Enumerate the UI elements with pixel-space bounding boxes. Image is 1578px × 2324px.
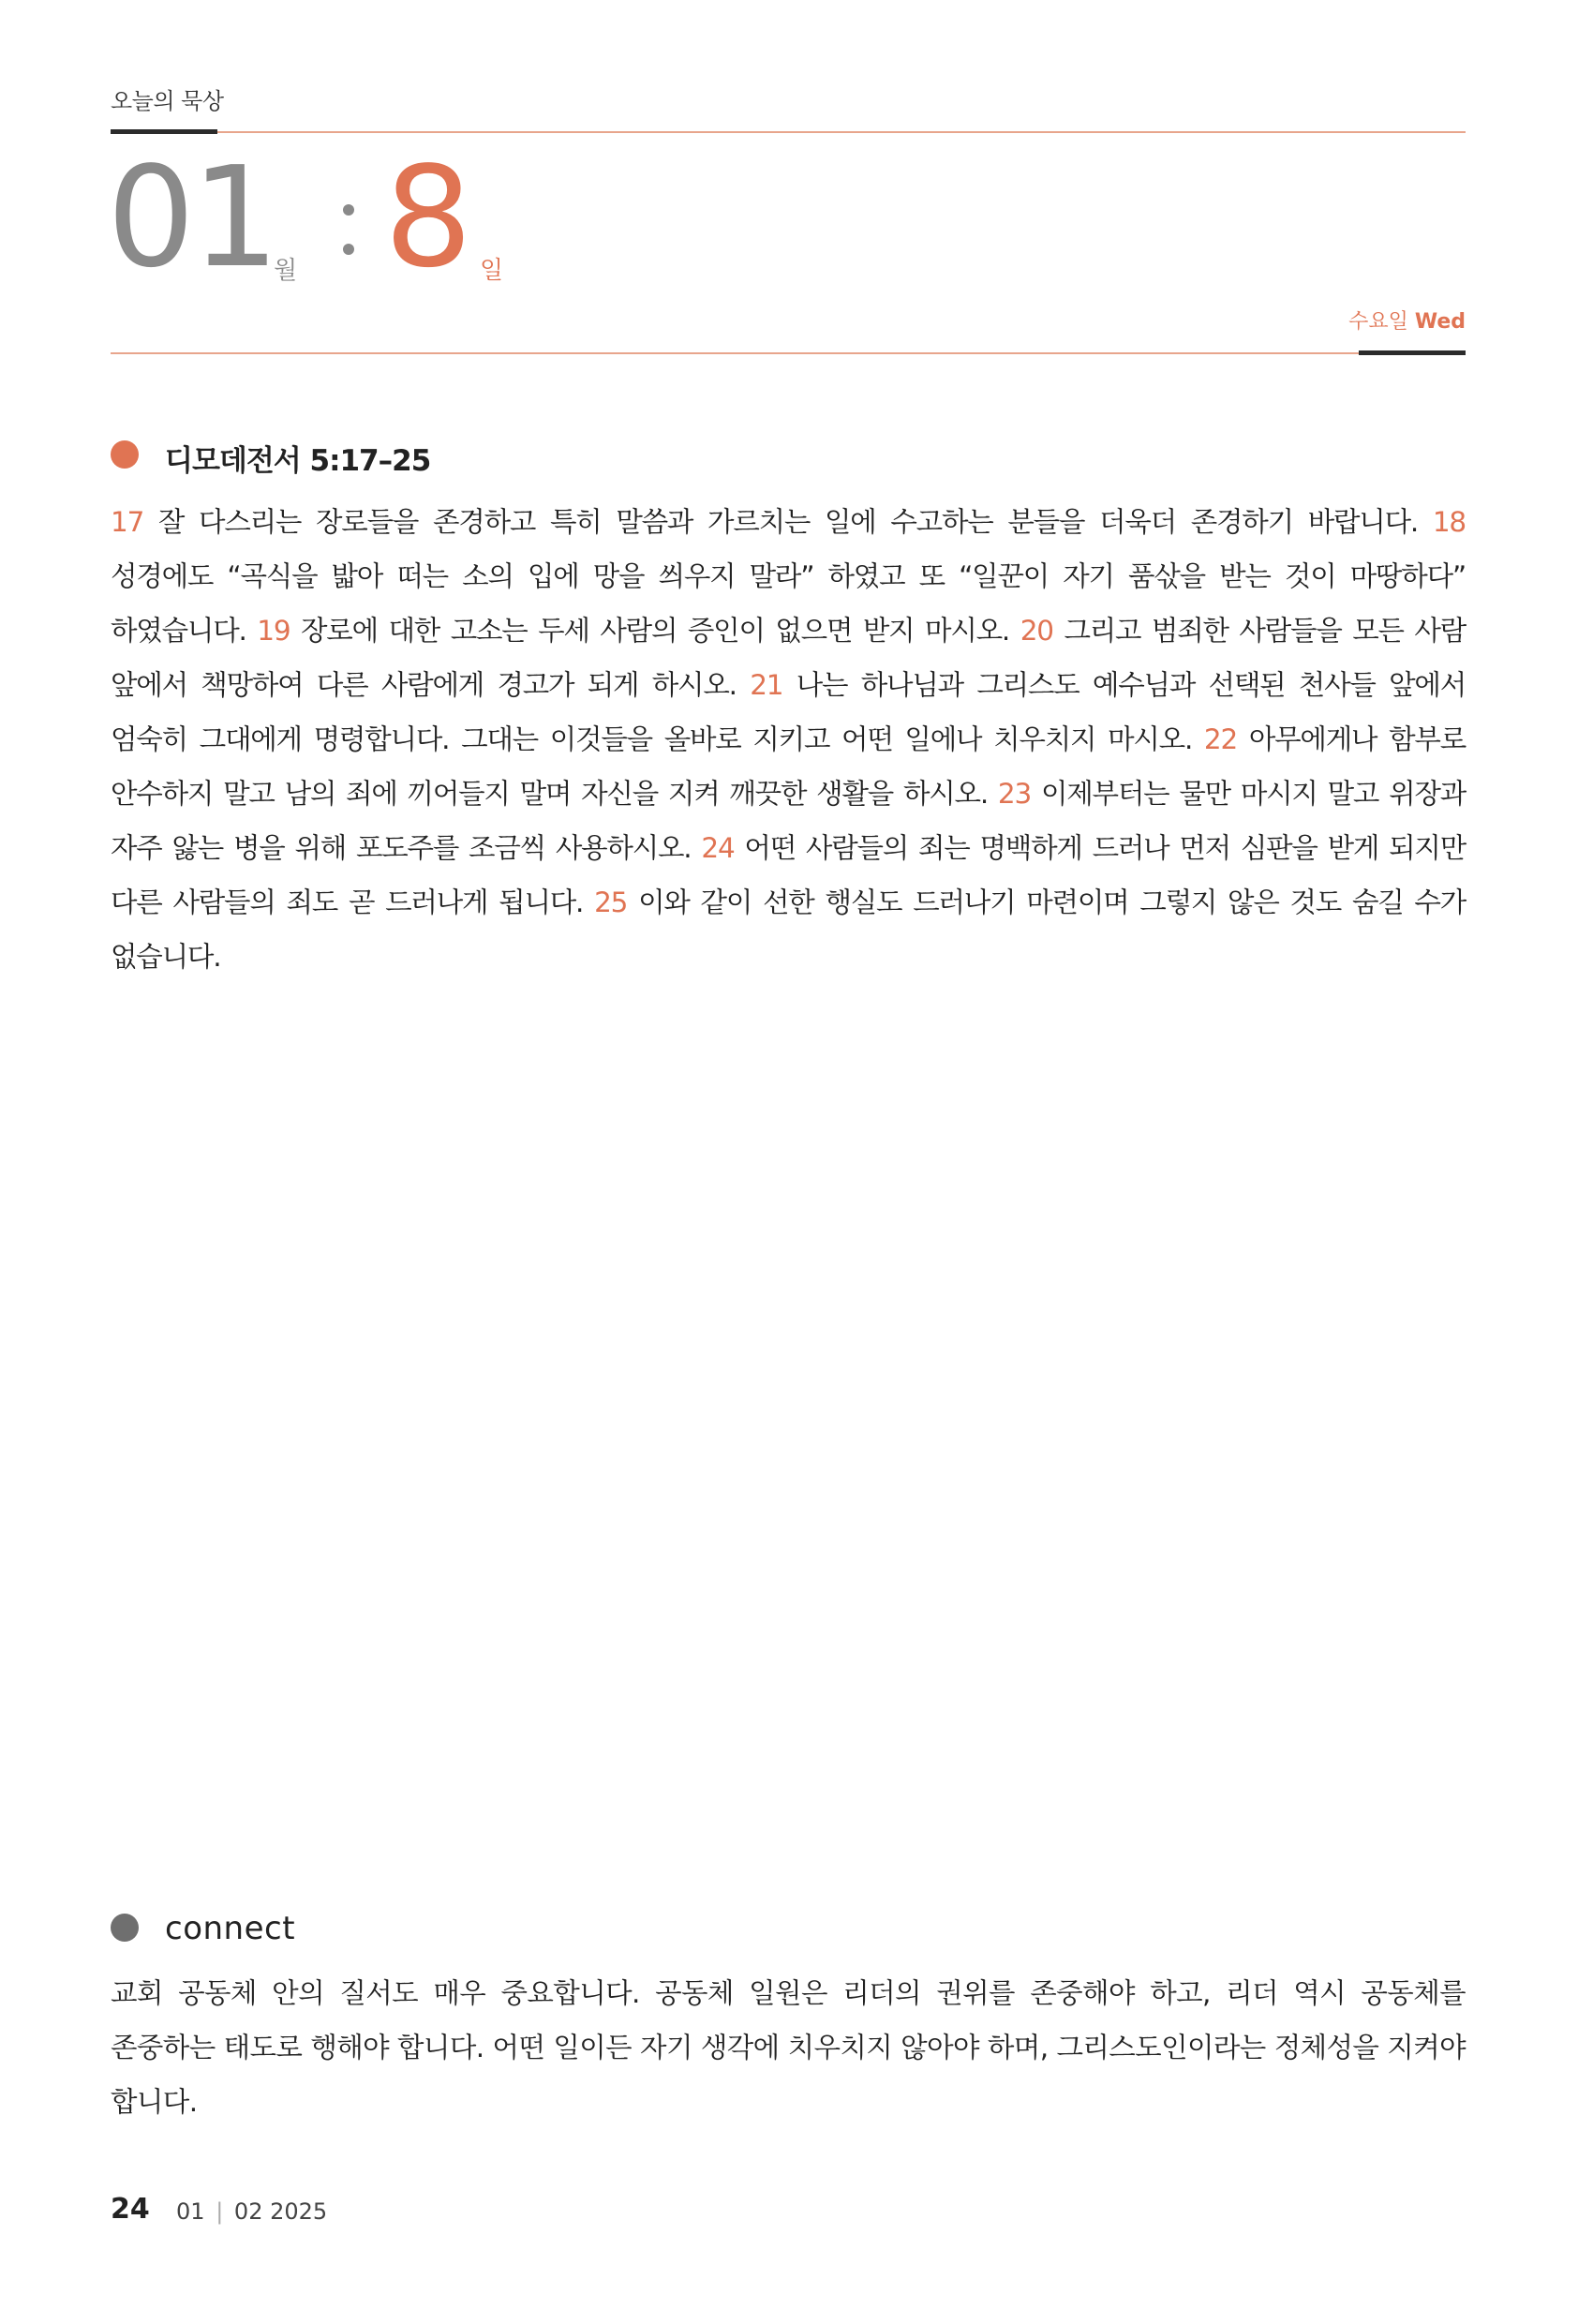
connect-title: connect: [165, 1910, 296, 1947]
verse-text: 이와 같이 선한 행실도 드러나기 마련이며 그렇지 않은 것도 숨길 수가 없습니다.: [111, 886, 1466, 973]
verse-number: 21: [750, 669, 783, 701]
verse-text: 그리고 범죄한 사람들을 모든 사람 앞에서 책망하여 다른 사람에게 경고가 되게 하시오.: [111, 615, 1466, 701]
verse-number: 19: [257, 615, 290, 647]
verse-text: 성경에도 “곡식을 밟아 떠는 소의 입에 망을 씌우지 말라” 하였고 또 “일꾼이 자기 품삯을 받는 것이 마땅하다” 하였습니다.: [111, 560, 1466, 647]
verse-number: 23: [997, 778, 1032, 810]
month-number: 01: [107, 137, 276, 298]
scripture-reference: 디모데전서 5:17–25: [165, 444, 431, 478]
verse-number: 25: [594, 886, 628, 918]
day-number: 8: [384, 137, 473, 298]
header-bottom-divider-accent: [1359, 350, 1466, 355]
issue-rest: 02 2025: [233, 2198, 328, 2225]
passage-bullet-icon: [111, 440, 139, 469]
day-unit: 일: [480, 257, 504, 285]
verse-number: 22: [1203, 723, 1238, 755]
weekday-en: Wed: [1414, 310, 1466, 334]
page-number: 24: [111, 2193, 150, 2226]
verse-number: 17: [111, 506, 144, 538]
issue-separator: |: [216, 2198, 224, 2225]
verse-number: 18: [1432, 506, 1466, 538]
verse-text: 장로에 대한 고소는 두세 사람의 증인이 없으면 받지 마시오.: [290, 615, 1020, 647]
verse-number: 24: [701, 832, 735, 864]
connect-bullet-icon: [111, 1914, 139, 1942]
scripture-passage: [111, 495, 1466, 984]
verse-text: 나는 하나님과 그리스도 예수님과 선택된 천사들 앞에서 엄숙히 그대에게 명령합니다. 그대는 이것들을 올바로 지키고 어떤 일에나 치우치지 마시오.: [111, 669, 1466, 755]
top-divider-accent: [111, 129, 217, 134]
verse-text: 이제부터는 물만 마시지 말고 위장과 자주 앓는 병을 위해 포도주를 조금씩 사용하시오.: [111, 778, 1466, 864]
weekday-ko: 수요일: [1348, 310, 1408, 334]
separator-dot-bottom: [343, 244, 354, 255]
weekday-label: [1348, 305, 1466, 335]
verse-text: 어떤 사람들의 죄는 명백하게 드러나 먼저 심판을 받게 되지만 다른 사람들의 죄도 곧 드러나게 됩니다.: [111, 832, 1466, 918]
connect-body: 교회 공동체 안의 질서도 매우 중요합니다. 공동체 일원은 리더의 권위를 존중해야 하고, 리더 역시 공동체를 존중하는 태도로 행해야 합니다. 어떤 일이든 자기 생각에 치우치지 않아야 하며, 그리스도인이라는 정체성을 지켜야 합니다.: [111, 1977, 1466, 2118]
section-title: 오늘의 묵상: [111, 88, 224, 114]
top-divider: [111, 131, 1466, 133]
issue-label: [176, 2198, 327, 2225]
issue-month: 01: [176, 2198, 205, 2225]
month-unit: 월: [274, 257, 298, 285]
separator-dot-top: [343, 204, 354, 216]
verse-text: 잘 다스리는 장로들을 존경하고 특히 말씀과 가르치는 일에 수고하는 분들을 더욱더 존경하기 바랍니다.: [143, 506, 1433, 538]
verse-text: 아무에게나 함부로 안수하지 말고 남의 죄에 끼어들지 말며 자신을 지켜 깨끗한 생활을 하시오.: [111, 723, 1466, 810]
verse-number: 20: [1020, 615, 1053, 647]
header-bottom-divider: [111, 352, 1466, 354]
